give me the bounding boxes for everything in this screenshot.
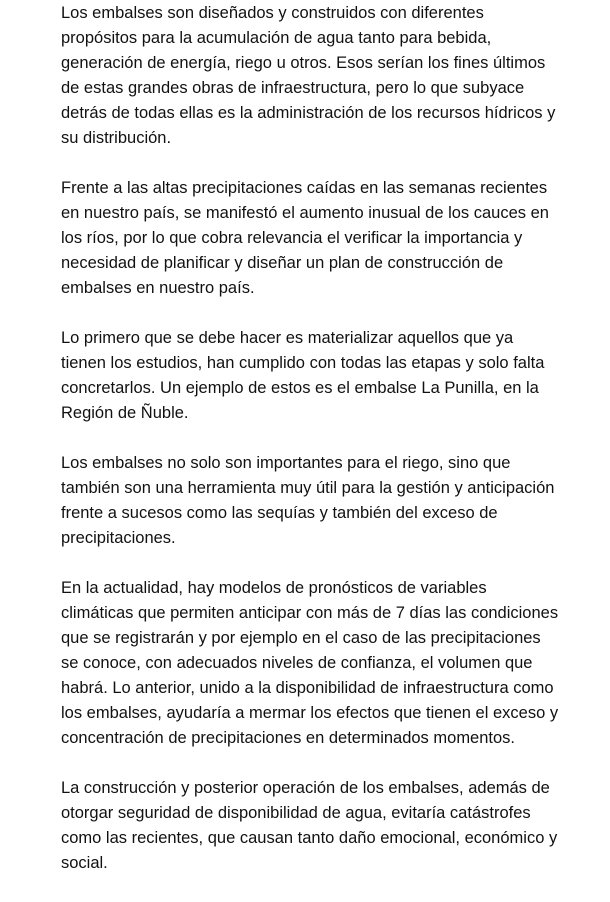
article-paragraph-6: La construcción y posterior operación de los embalses, además de otorgar seguridad de disponibilidad de agua, evitaría catástrofes como las recientes, que causan tanto daño emocional, económico y social. bbox=[61, 779, 558, 872]
article-paragraph-1: Los embalses son diseñados y construidos con diferentes propósitos para la acumulación de agua tanto para bebida, generación de energía, riego u otros. Esos serían los fines últimos de estas grandes obras de infraestructura, pero lo que subyace detrás de todas ellas es la administración de los recursos hídricos y su distribución. bbox=[61, 4, 556, 147]
article-body bbox=[61, 0, 561, 876]
article-paragraph-4: Los embalses no solo son importantes para el riego, sino que también son una herramienta muy útil para la gestión y anticipación frente a sucesos como las sequías y también del exceso de precipitaciones. bbox=[61, 454, 555, 547]
article-paragraph-3: Lo primero que se debe hacer es materializar aquellos que ya tienen los estudios, han cumplido con todas las etapas y solo falta concretarlos. Un ejemplo de estos es el embalse La Punilla, en la Región de Ñuble. bbox=[61, 329, 545, 422]
article-paragraph-2: Frente a las altas precipitaciones caídas en las semanas recientes en nuestro país, se manifestó el aumento inusual de los cauces en los ríos, por lo que cobra relevancia el verificar la importancia y necesidad de planificar y diseñar un plan de construcción de embalses en nuestro país. bbox=[61, 179, 549, 297]
article-paragraph-5: En la actualidad, hay modelos de pronósticos de variables climáticas que permiten anticipar con más de 7 días las condiciones que se registrarán y por ejemplo en el caso de las precipitaciones se conoce, con adecuados niveles de confianza, el volumen que habrá. Lo anterior, unido a la disponibilidad de infraestructura como los embalses, ayudaría a mermar los efectos que tienen el exceso y concentración de precipitaciones en determinados momentos. bbox=[61, 579, 559, 747]
